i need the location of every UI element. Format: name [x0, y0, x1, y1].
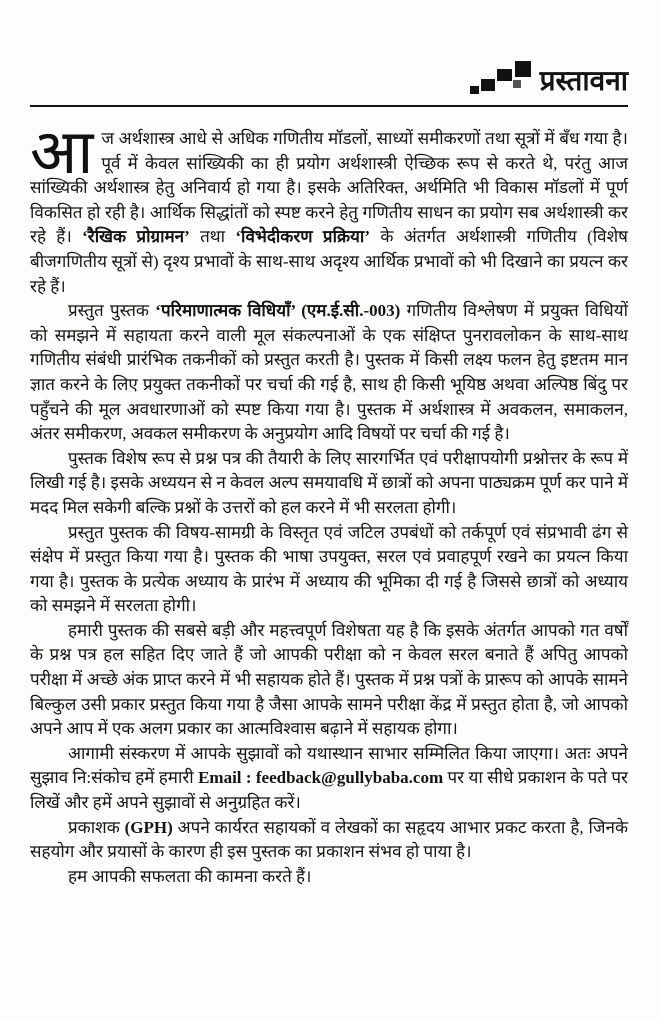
staircase-logo-icon — [470, 60, 532, 98]
preface-content — [30, 107, 628, 889]
text-run: तथा — [189, 227, 236, 247]
paragraph-7 — [30, 816, 628, 865]
email-address: Email : feedback@gullybaba.com — [198, 768, 444, 788]
text-run: ‘विभेदीकरण प्रक्रिया’ — [235, 227, 370, 247]
paragraph-6 — [30, 742, 628, 816]
text-run: गणितीय विश्लेषण में प्रयुक्त विधियों को समझने में सहायता करने वाली मूल संकल्पनाओं के एक संक्षिप्त पुनरावलोकन के साथ-साथ गणितीय संबंधी प्रारंभिक तकनीकों को प्रस्तुत करती है। पुस्तक में किसी लक्ष्य फलन हेतु इष्टतम मान ज्ञात करने के लिए प्रयुक्त तकनीकों पर चर्चा की गई है, साथ ही किसी भूयिष्ठ अथवा अल्पिष्ठ बिंदु पर पहुँचने की मूल अवधारणाओं को स्पष्ट किया गया है। पुस्तक में अर्थशास्त्र में अवकलन, समाकलन, अंतर समीकरण, अवकल समीकरण के अनुप्रयोग आदि विषयों पर चर्चा की गई है। — [30, 301, 628, 444]
text-run: प्रस्तुत पुस्तक — [68, 301, 156, 321]
paragraph-3 — [30, 447, 628, 521]
text-run: के अंतर्गत अर्थशास्त्री गणितीय (विशेष बीजगणितीय सूत्रों से) दृश्य प्रभावों के साथ-साथ अदृश्य आर्थिक प्रभावों को भी दिखाने का प्रयत्न कर रहे हैं। — [30, 227, 628, 296]
text-run: हमारी पुस्तक की सबसे बड़ी और महत्त्वपूर्ण विशेषता यह है कि इसके अंतर्गत आपको गत वर्षों के प्रश्न पत्र हल सहित दिए जाते हैं जो आपकी परीक्षा को न केवल सरल बनाते हैं अपितु आपको परीक्षा में अच्छे अंक प्राप्त करने में भी सहायक होते हैं। पुस्तक में प्रश्न पत्रों के प्रारूप को आपके सामने बिल्कुल उसी प्रकार प्रस्तुत किया गया है जैसा आपके सामने परीक्षा केंद्र में प्रस्तुत होता है, जो आपको अपने आप में एक अलग प्रकार का आत्मविश्वास बढ़ाने में सहायक होगा। — [30, 620, 628, 739]
text-run: प्रस्तुत पुस्तक की विषय-सामग्री के विस्तृत एवं जटिल उपबंधों को तर्कपूर्ण एवं संप्रभावी ढंग से संक्षेप में प्रस्तुत किया गया है। पुस्तक की भाषा उपयुक्त, सरल एवं प्रवाहपूर्ण रखने का प्रयत्न किया गया है। पुस्तक के प्रत्येक अध्याय के प्रारंभ में अध्याय की भूमिका दी गई है जिससे छात्रों को अध्याय को समझने में सरलता होगी। — [30, 522, 628, 616]
paragraph-8 — [30, 865, 628, 890]
text-run: ‘परिमाणात्मक विधियाँ’ (एम.ई.सी.-003) — [155, 301, 401, 321]
publisher-abbreviation: (GPH) — [124, 817, 173, 837]
page-header — [30, 60, 628, 107]
header-row — [30, 60, 628, 102]
paragraph-5 — [30, 619, 628, 742]
text-run: प्रकाशक — [68, 817, 125, 837]
paragraph-4 — [30, 521, 628, 619]
text-run: पर या सीधे प्रकाशन के पते पर लिखें और हमें अपने सुझावों से अनुग्रहित करें। — [30, 768, 628, 813]
text-run: ज अर्थशास्त्र आधे से अधिक गणितीय मॉडलों, साध्यों समीकरणों तथा सूत्रों में बँध गया है। पूर्व में केवल सांख्यिकी का ही प्रयोग अर्थशास्त्री ऐच्छिक रूप से करते थे, परंतु आज सांख्यिकी अर्थशास्त्र हेतु अनिवार्य हो गया है। इसके अतिरिक्त, अर्थमिति भी विकास मॉडलों में पूर्ण विकसित हो रही है। आर्थिक सिद्धांतों को स्पष्ट करने हेतु गणितीय साधन का प्रयोग सब अर्थशास्त्री कर रहे हैं। — [30, 129, 628, 247]
paragraph-1 — [30, 119, 628, 299]
text-run: पुस्तक विशेष रूप से प्रश्न पत्र की तैयारी के लिए सारगर्भित एवं परीक्षापयोगी प्रश्नोत्तर के रूप में लिखी गई है। इसके अध्ययन से न केवल अल्प समयावधि में छात्रों को अपना पाठ्यक्रम पूर्ण कर पाने में मदद मिल सकेगी बल्कि प्रश्नों के उत्तरों को हल करने में भी सरलता होगी। — [30, 448, 628, 517]
text-run: हम आपकी सफलता की कामना करते हैं। — [68, 866, 312, 886]
text-run: आगामी संस्करण में आपके सुझावों को यथास्थान साभार सम्मिलित किया जाएगा। अतः अपने सुझाव नि:संकोच हमें हमारी — [30, 743, 628, 788]
paragraph-2 — [30, 299, 628, 447]
text-run: अपने कार्यरत सहायकों व लेखकों का सहृदय आभार प्रकट करता है, जिनके सहयोग और प्रयासों के कारण ही इस पुस्तक का प्रकाशन संभव हो पाया है। — [30, 817, 629, 862]
text-run: ‘रैखिक प्रोग्रामन’ — [82, 227, 190, 247]
page-title: प्रस्तावना — [539, 66, 628, 98]
drop-cap: आ — [30, 119, 94, 187]
